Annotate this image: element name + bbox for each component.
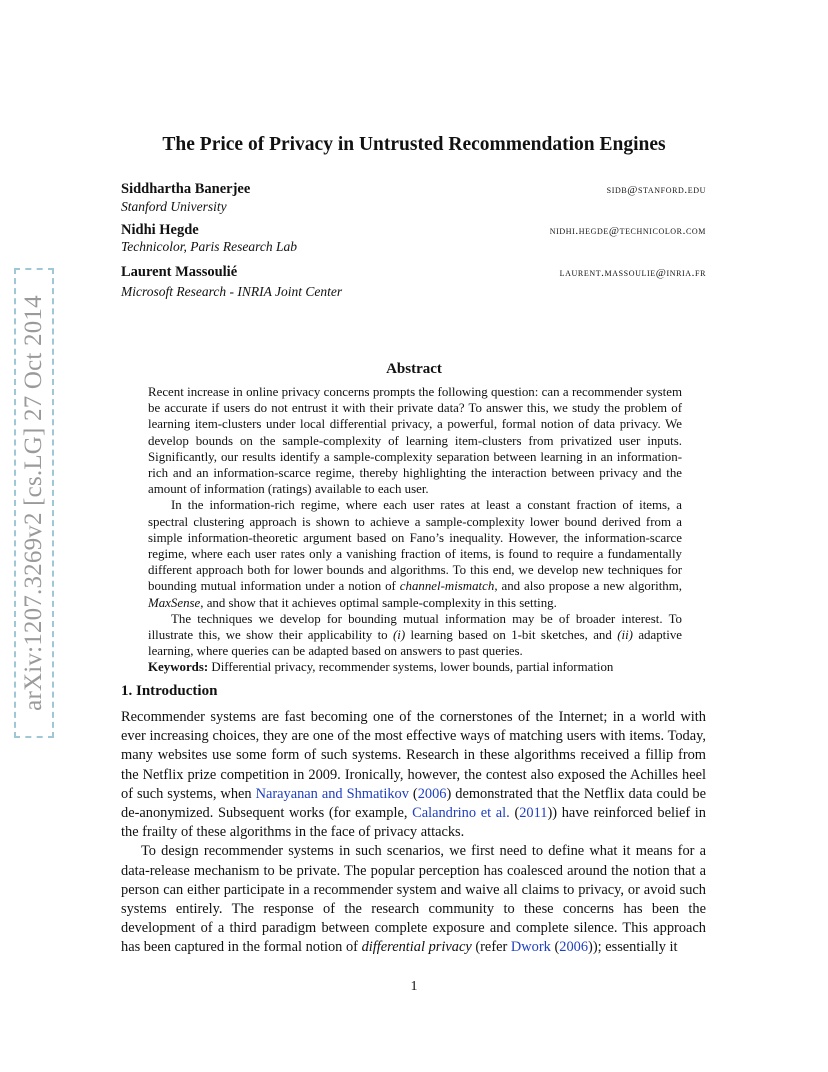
keywords-list: Differential privacy, recommender systems, lower bounds, partial information [208,660,614,675]
abstract-paragraph: In the information-rich regime, where each user rates at least a constant fraction of items, a spectral clustering approach is shown to achieve a sample-complexity lower bound derived from a simple information-theoretic argument based on Fano’s inequality. However, the information-scarce regime, where each user rates only a vanishing fraction of items, is found to require a fundamentally different approach both for lower bounds and algorithms. To this end, we develop new techniques for bounding mutual information under a notion of channel-mismatch, and also propose a new algorithm, MaxSense, and show that it achieves optimal sample-complexity in this setting. [148,498,682,610]
author-affiliation: Microsoft Research - INRIA Joint Center [121,284,343,299]
citation-link[interactable]: Dwork [510,939,551,956]
citation-link[interactable]: Narayanan and Shmatikov [255,785,409,802]
author-email[interactable]: sidb@stanford.edu [606,184,706,196]
section-heading: 1. Introduction [121,683,218,699]
citation-link[interactable]: Calandrino et al. [412,805,510,822]
keywords-line [148,659,682,675]
abstract-body [148,384,682,676]
abstract-heading: Abstract [386,361,442,377]
abstract-paragraph: Recent increase in online privacy concerns prompts the following question: can a recommender system be accurate if users do not entrust it with their private data? To answer this, we study the problem of learning item-clusters under local differential privacy, a powerful, formal notion of data privacy. We develop bounds on the sample-complexity of learning item-clusters from privatized user inputs. Significantly, our results identify a sample-complexity separation between learning in an information-rich and an information-scarce regime, thereby highlighting the interaction between privacy and the amount of information (ratings) available to each user. [148,385,682,497]
author-email[interactable]: nidhi.hegde@technicolor.com [549,225,706,237]
emphasis-text: differential privacy [361,939,472,956]
abstract-paragraph: The techniques we develop for bounding mutual information may be of broader interest. To illustrate this, we show their applicability to (i) learning based on 1-bit sketches, and (ii) adaptive learning, where queries can be adapted based on answers to past queries. [148,611,683,659]
body-paragraph: To design recommender systems in such scenarios, we first need to define what it means for a data-release mechanism to be private. The popular perception has coalesced around the notion that a person can either participate in a recommender system and waive all claims to privacy, or avoid such systems entirely. The response of the research community to these concerns has been the development of a third paradigm between complete exposure and complete silence. This approach has been captured in the formal notion of differential privacy (refer Dwork (2006)); essentially it [121,843,706,956]
citation-year-link[interactable]: 2011 [519,805,548,822]
citation-year-link[interactable]: 2006 [417,785,447,802]
author-name: Siddhartha Banerjee [121,181,251,197]
algorithm-name: MaxSense [148,595,201,610]
citation-year-link[interactable]: 2006 [559,939,589,956]
author-name: Laurent Massoulié [121,264,238,280]
author-affiliation: Stanford University [121,199,227,214]
author-affiliation: Technicolor, Paris Research Lab [121,239,297,254]
author-email[interactable]: laurent.massoulie@inria.fr [559,267,706,279]
introduction-body [121,708,706,958]
emphasis-text: channel-mismatch [399,579,495,594]
author-name: Nidhi Hegde [121,222,199,238]
body-paragraph: Recommender systems are fast becoming one of the cornerstones of the Internet; in a world with ever increasing choices, they are one of the most effective ways of matching users with items. Today, many websites use some form of such systems. Research in these algorithms received a fillip from the Netflix prize competition in 2009. Ironically, however, the contest also exposed the Achilles heel of such systems, when Narayanan and Shmatikov (2006) demonstrated that the Netflix data could be de-anonymized. Subsequent works (for example, Calandrino et al. (2011)) have reinforced belief in the frailty of these algorithms in the face of privacy attacks. [121,709,706,841]
keywords-label: Keywords: [148,660,209,675]
paper-title: The Price of Privacy in Untrusted Recommendation Engines [162,134,666,155]
arxiv-identifier-stamp [14,268,54,738]
arxiv-identifier-text: arXiv:1207.3269v2 [cs.LG] 27 Oct 2014 [20,295,47,711]
page-number: 1 [410,979,418,994]
